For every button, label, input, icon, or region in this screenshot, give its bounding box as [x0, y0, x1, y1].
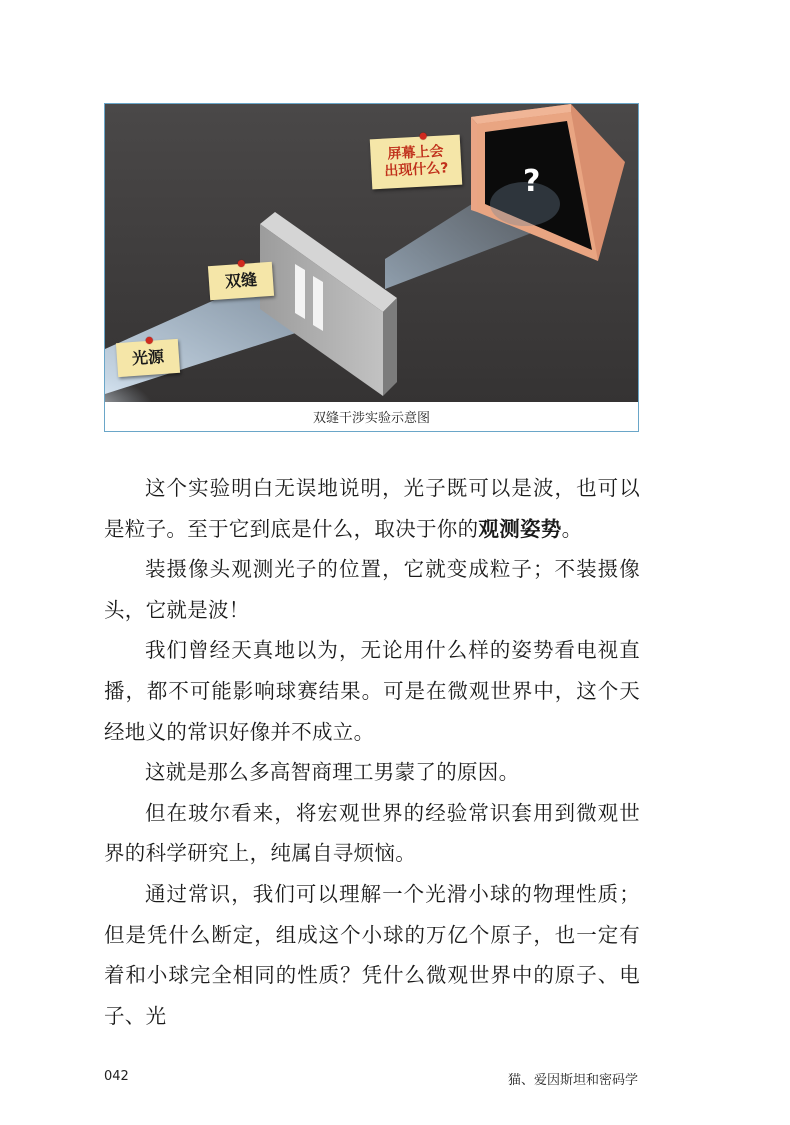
note-double-slit	[208, 262, 274, 300]
book-title: 猫、爱因斯坦和密码学	[507, 1073, 638, 1088]
experiment-figure	[104, 103, 639, 432]
question-mark-icon: ?	[523, 164, 541, 199]
paragraph: 这就是那么多高智商理工男蒙了的原因。	[145, 760, 520, 785]
label-double-slit: 双缝	[224, 270, 258, 292]
note-light-source	[116, 339, 180, 377]
slit-right	[313, 276, 323, 331]
paragraph: 这个实验明白无误地说明，光子既可以是波，也可以是粒子。至于它到底是什么，取决于你的观测姿势。	[104, 476, 640, 541]
label-screen-line1: 屏幕上会	[387, 143, 444, 163]
pin-icon	[419, 132, 426, 139]
figure-caption: 双缝干涉实验示意图	[105, 402, 638, 431]
pin-icon	[238, 260, 245, 267]
emphasis-text: 观测姿势	[478, 516, 562, 541]
page-number: 042	[104, 1069, 129, 1084]
label-screen-line2: 出现什么?	[383, 160, 449, 180]
pin-icon	[146, 337, 153, 344]
note-screen-question	[370, 135, 462, 190]
paragraph: 装摄像头观测光子的位置，它就变成粒子；不装摄像头，它就是波！	[104, 557, 640, 622]
paragraph: 但在玻尔看来，将宏观世界的经验常识套用到微观世界的科学研究上，纯属自寻烦恼。	[104, 800, 640, 866]
paragraph: 通过常识，我们可以理解一个光滑小球的物理性质；但是凭什么断定，组成这个小球的万亿个原子，也一定有着和小球完全相同的性质？凭什么微观世界中的原子、电子、光	[104, 881, 640, 1028]
label-light-source: 光源	[131, 347, 165, 369]
paragraph: 我们曾经天真地以为，无论用什么样的姿势看电视直播，都不可能影响球赛结果。可是在微观世界中，这个天经地义的常识好像并不成立。	[104, 638, 640, 744]
body-text	[104, 468, 640, 1036]
slit-left	[295, 264, 305, 319]
